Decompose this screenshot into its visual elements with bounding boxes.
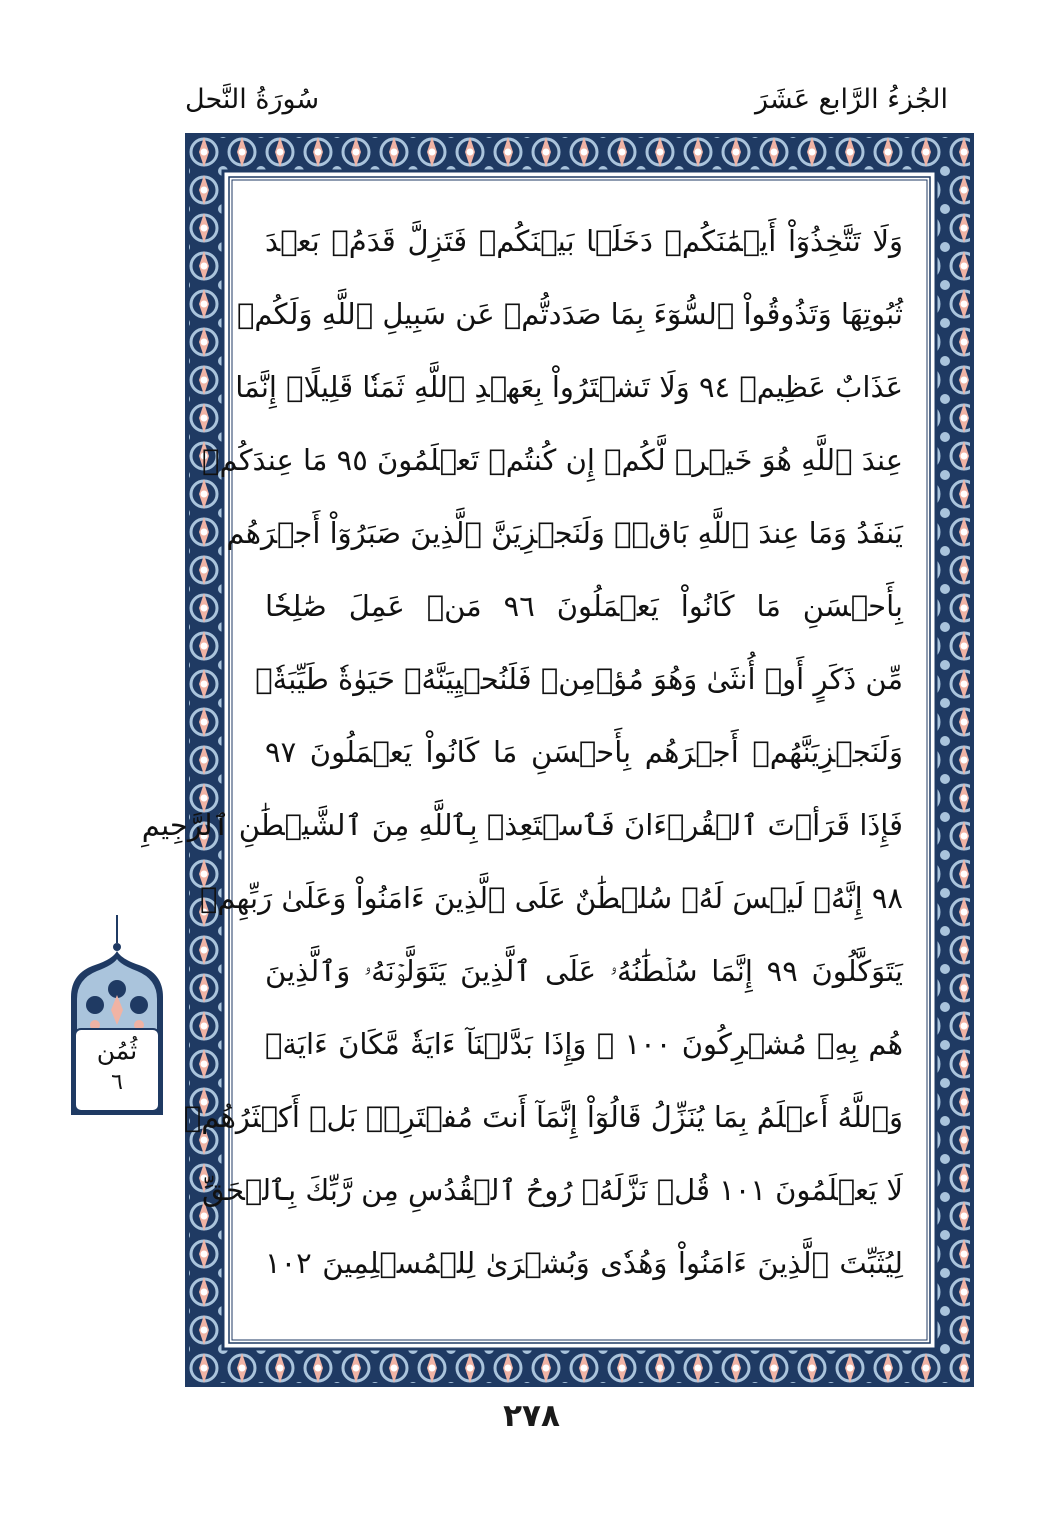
verse-line: ٩٨ إِنَّهُۥ لَيۡسَ لَهُۥ سُلۡطَٰنٌ عَلَى ٱلَّذِينَ ءَامَنُواْ وَعَلَىٰ رَبِّهِمۡ (199, 881, 903, 915)
verse-line: يَنفَدُ وَمَا عِندَ ٱللَّهِ بَاقٖۗ وَلَنَجۡزِيَنَّ ٱلَّذِينَ صَبَرُوٓاْ أَجۡرَهُم (226, 516, 903, 550)
verse-line: وَٱللَّهُ أَعۡلَمُ بِمَا يُنَزِّلُ قَالُوٓاْ إِنَّمَآ أَنتَ مُفۡتَرِۭۚ بَلۡ أَكۡثَرُهُمۡ (183, 1100, 903, 1134)
verse-text-area (141, 188, 925, 1328)
verse-line: لِيُثَبِّتَ ٱلَّذِينَ ءَامَنُواْ وَهُدٗى وَبُشۡرَىٰ لِلۡمُسۡلِمِينَ ١٠٢ (265, 1246, 903, 1280)
thumn-number: ٦ (111, 1070, 123, 1095)
verse-line: ثُبُوتِهَا وَتَذُوقُواْ ٱلسُّوٓءَ بِمَا صَدَدتُّمۡ عَن سَبِيلِ ٱللَّهِ وَلَكُمۡ (236, 297, 903, 331)
verse-line: مِّن ذَكَرٍ أَوۡ أُنثَىٰ وَهُوَ مُؤۡمِنٞ فَلَنُحۡيِيَنَّهُۥ حَيَوٰةٗ طَيِّبَةٗۖ (255, 662, 903, 696)
verse-line: وَلَا تَتَّخِذُوٓاْ أَيۡمَٰنَكُمۡ دَخَلَۢا بَيۡنَكُمۡ فَتَزِلَّ قَدَمُۢ بَعۡدَ (265, 224, 903, 258)
verse-line: عَذَابٌ عَظِيمٞ ٩٤ وَلَا تَشۡتَرُواْ بِعَهۡدِ ٱللَّهِ ثَمَنٗا قَلِيلًاۚ إِنَّمَا (235, 370, 903, 404)
surah-header: سُورَةُ النَّحل (185, 84, 320, 115)
verse-line: فَإِذَا قَرَأۡتَ ٱلۡقُرۡءَانَ فَٱسۡتَعِذۡ بِٱللَّهِ مِنَ ٱلشَّيۡطَٰنِ ٱلرَّجِيمِ (141, 808, 903, 842)
page-number: ٢٧٨ (503, 1398, 560, 1434)
thumn-label: ثُمُن (96, 1036, 138, 1065)
verse-line: يَتَوَكَّلُونَ ٩٩ إِنَّمَا سُلۡطَٰنُهُۥ عَلَى ٱلَّذِينَ يَتَوَلَّوۡنَهُۥ وَٱلَّذِينَ (265, 954, 903, 988)
verse-line: عِندَ ٱللَّهِ هُوَ خَيۡرٞ لَّكُمۡ إِن كُنتُمۡ تَعۡلَمُونَ ٩٥ مَا عِندَكُمۡ (202, 443, 903, 477)
verse-line: هُم بِهِۦ مُشۡرِكُونَ ١٠٠ ۞ وَإِذَا بَدَّلۡنَآ ءَايَةٗ مَّكَانَ ءَايَةٖ (265, 1027, 903, 1061)
verse-line: لَا يَعۡلَمُونَ ١٠١ قُلۡ نَزَّلَهُۥ رُوحُ ٱلۡقُدُسِ مِن رَّبِّكَ بِٱلۡحَقِّ (201, 1173, 903, 1207)
juz-header: الجُزءُ الرَّابع عَشَرَ (754, 84, 948, 115)
verse-line: بِأَحۡسَنِ مَا كَانُواْ يَعۡمَلُونَ ٩٦ مَنۡ عَمِلَ صَٰلِحٗا (265, 589, 903, 623)
verse-line: وَلَنَجۡزِيَنَّهُمۡ أَجۡرَهُم بِأَحۡسَنِ مَا كَانُواْ يَعۡمَلُونَ ٩٧ (265, 735, 903, 769)
